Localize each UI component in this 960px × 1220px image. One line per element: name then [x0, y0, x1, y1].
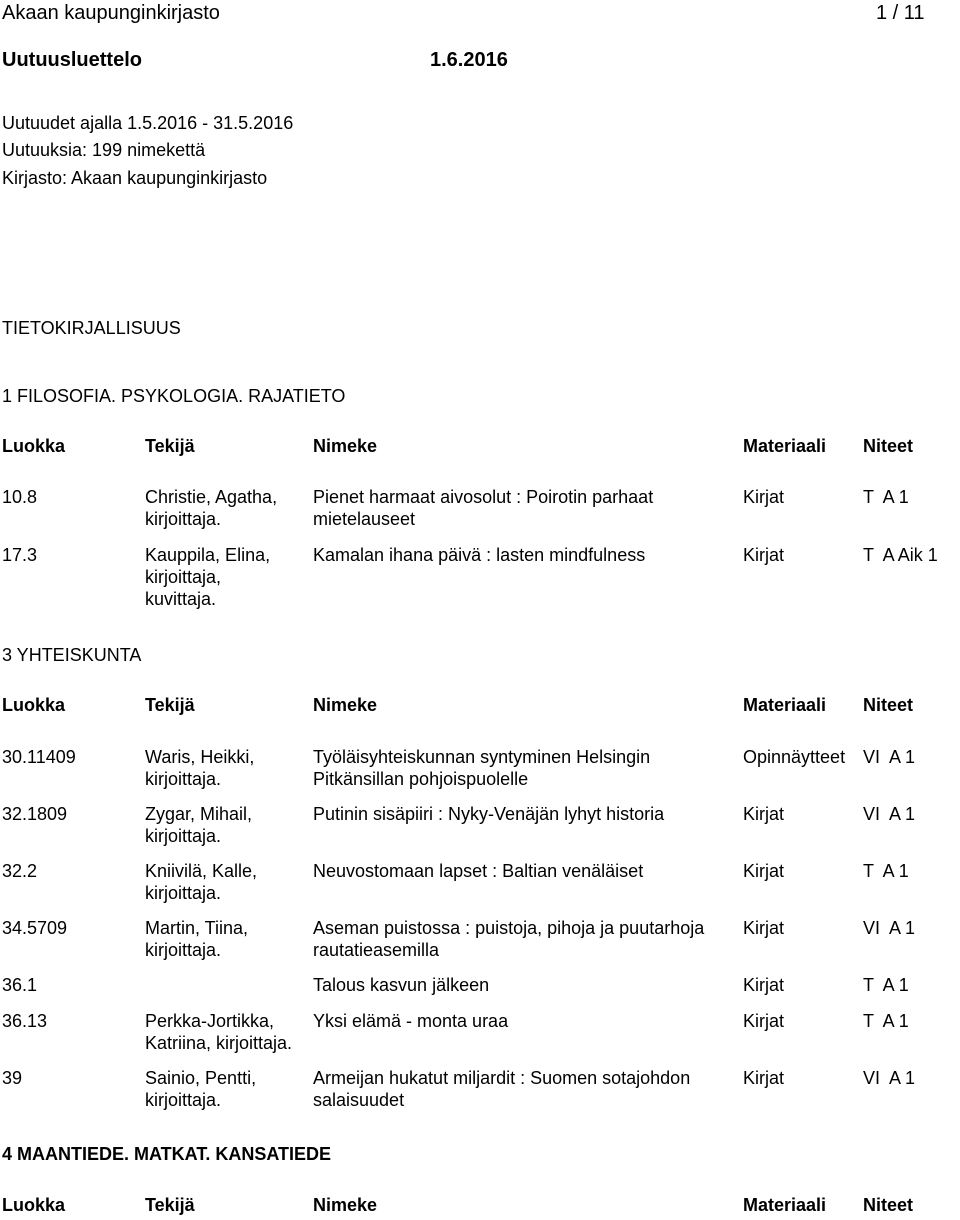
row-class: 32.2 — [2, 861, 38, 881]
col-material-header: Materiaali — [743, 1195, 827, 1215]
row-material: Kirjat — [743, 487, 785, 507]
row-material: Kirjat — [743, 545, 785, 565]
row-copies: VI A 1 — [863, 747, 916, 767]
section-title: 3 YHTEISKUNTA — [2, 645, 142, 665]
row-copies: T A 1 — [863, 487, 909, 507]
row-class: 30.11409 — [2, 747, 76, 767]
row-author: Sainio, Pentti, kirjoittaja. — [145, 1068, 257, 1110]
period-line: Uutuudet ajalla 1.5.2016 - 31.5.2016 — [2, 113, 294, 133]
row-title[interactable]: Kamalan ihana päivä : lasten mindfulness — [313, 545, 646, 565]
row-author: Kniivilä, Kalle, kirjoittaja. — [145, 861, 258, 903]
row-class: 17.3 — [2, 545, 38, 565]
row-author: Waris, Heikki, kirjoittaja. — [145, 747, 255, 789]
row-title[interactable]: Yksi elämä - monta uraa — [313, 1011, 509, 1031]
row-material: Opinnäytteet — [743, 747, 846, 767]
row-class: 34.5709 — [2, 918, 68, 938]
row-material: Kirjat — [743, 861, 785, 881]
row-title[interactable]: Työläisyhteiskunnan syntyminen Helsingin Pitkänsillan pohjoispuolelle — [313, 747, 651, 789]
row-title[interactable]: Aseman puistossa : puistoja, pihoja ja puutarhoja rautatieasemilla — [313, 918, 705, 960]
row-copies: VI A 1 — [863, 1068, 916, 1088]
row-author: Christie, Agatha, kirjoittaja. — [145, 487, 278, 529]
row-material: Kirjat — [743, 918, 785, 938]
list-title: Uutuusluettelo — [2, 49, 142, 71]
col-copies-header: Niteet — [863, 695, 914, 715]
row-material: Kirjat — [743, 804, 785, 824]
row-title[interactable]: Neuvostomaan lapset : Baltian venäläiset — [313, 861, 644, 881]
row-title[interactable]: Armeijan hukatut miljardit : Suomen sotajohdon salaisuudet — [313, 1068, 691, 1110]
row-material: Kirjat — [743, 975, 785, 995]
col-material-header: Materiaali — [743, 436, 827, 456]
library-line: Kirjasto: Akaan kaupunginkirjasto — [2, 168, 268, 188]
row-class: 36.1 — [2, 975, 38, 995]
col-author-header: Tekijä — [145, 1195, 195, 1215]
col-class-header: Luokka — [2, 436, 66, 456]
row-copies: T A Aik 1 — [863, 545, 938, 565]
col-title-header: Nimeke — [313, 1195, 378, 1215]
row-author: Martin, Tiina, kirjoittaja. — [145, 918, 249, 960]
col-class-header: Luokka — [2, 695, 66, 715]
row-class: 39 — [2, 1068, 23, 1088]
col-copies-header: Niteet — [863, 436, 914, 456]
row-class: 32.1809 — [2, 804, 68, 824]
row-copies: VI A 1 — [863, 804, 916, 824]
col-title-header: Nimeke — [313, 436, 378, 456]
col-material-header: Materiaali — [743, 695, 827, 715]
row-material: Kirjat — [743, 1011, 785, 1031]
row-title[interactable]: Pienet harmaat aivosolut : Poirotin parhaat mietelauseet — [313, 487, 654, 529]
row-copies: T A 1 — [863, 975, 909, 995]
row-material: Kirjat — [743, 1068, 785, 1088]
list-date: 1.6.2016 — [430, 49, 508, 71]
section-title: 4 MAANTIEDE. MATKAT. KANSATIEDE — [2, 1144, 332, 1164]
col-title-header: Nimeke — [313, 695, 378, 715]
row-copies: T A 1 — [863, 861, 909, 881]
row-class: 36.13 — [2, 1011, 48, 1031]
row-class: 10.8 — [2, 487, 38, 507]
col-class-header: Luokka — [2, 1195, 66, 1215]
row-author: Kauppila, Elina, kirjoittaja, kuvittaja. — [145, 545, 271, 609]
row-title[interactable]: Putinin sisäpiiri : Nyky-Venäjän lyhyt historia — [313, 804, 665, 824]
col-copies-header: Niteet — [863, 1195, 914, 1215]
main-category: TIETOKIRJALLISUUS — [2, 318, 181, 338]
row-author: Perkka-Jortikka, Katriina, kirjoittaja. — [145, 1011, 293, 1053]
library-name: Akaan kaupunginkirjasto — [2, 2, 220, 24]
row-copies: T A 1 — [863, 1011, 909, 1031]
row-copies: VI A 1 — [863, 918, 916, 938]
row-title[interactable]: Talous kasvun jälkeen — [313, 975, 490, 995]
page-number: 1 / 11 — [876, 2, 925, 24]
col-author-header: Tekijä — [145, 695, 195, 715]
section-title: 1 FILOSOFIA. PSYKOLOGIA. RAJATIETO — [2, 386, 346, 406]
col-author-header: Tekijä — [145, 436, 195, 456]
count-line: Uutuuksia: 199 nimekettä — [2, 140, 206, 160]
row-author: Zygar, Mihail, kirjoittaja. — [145, 804, 253, 846]
